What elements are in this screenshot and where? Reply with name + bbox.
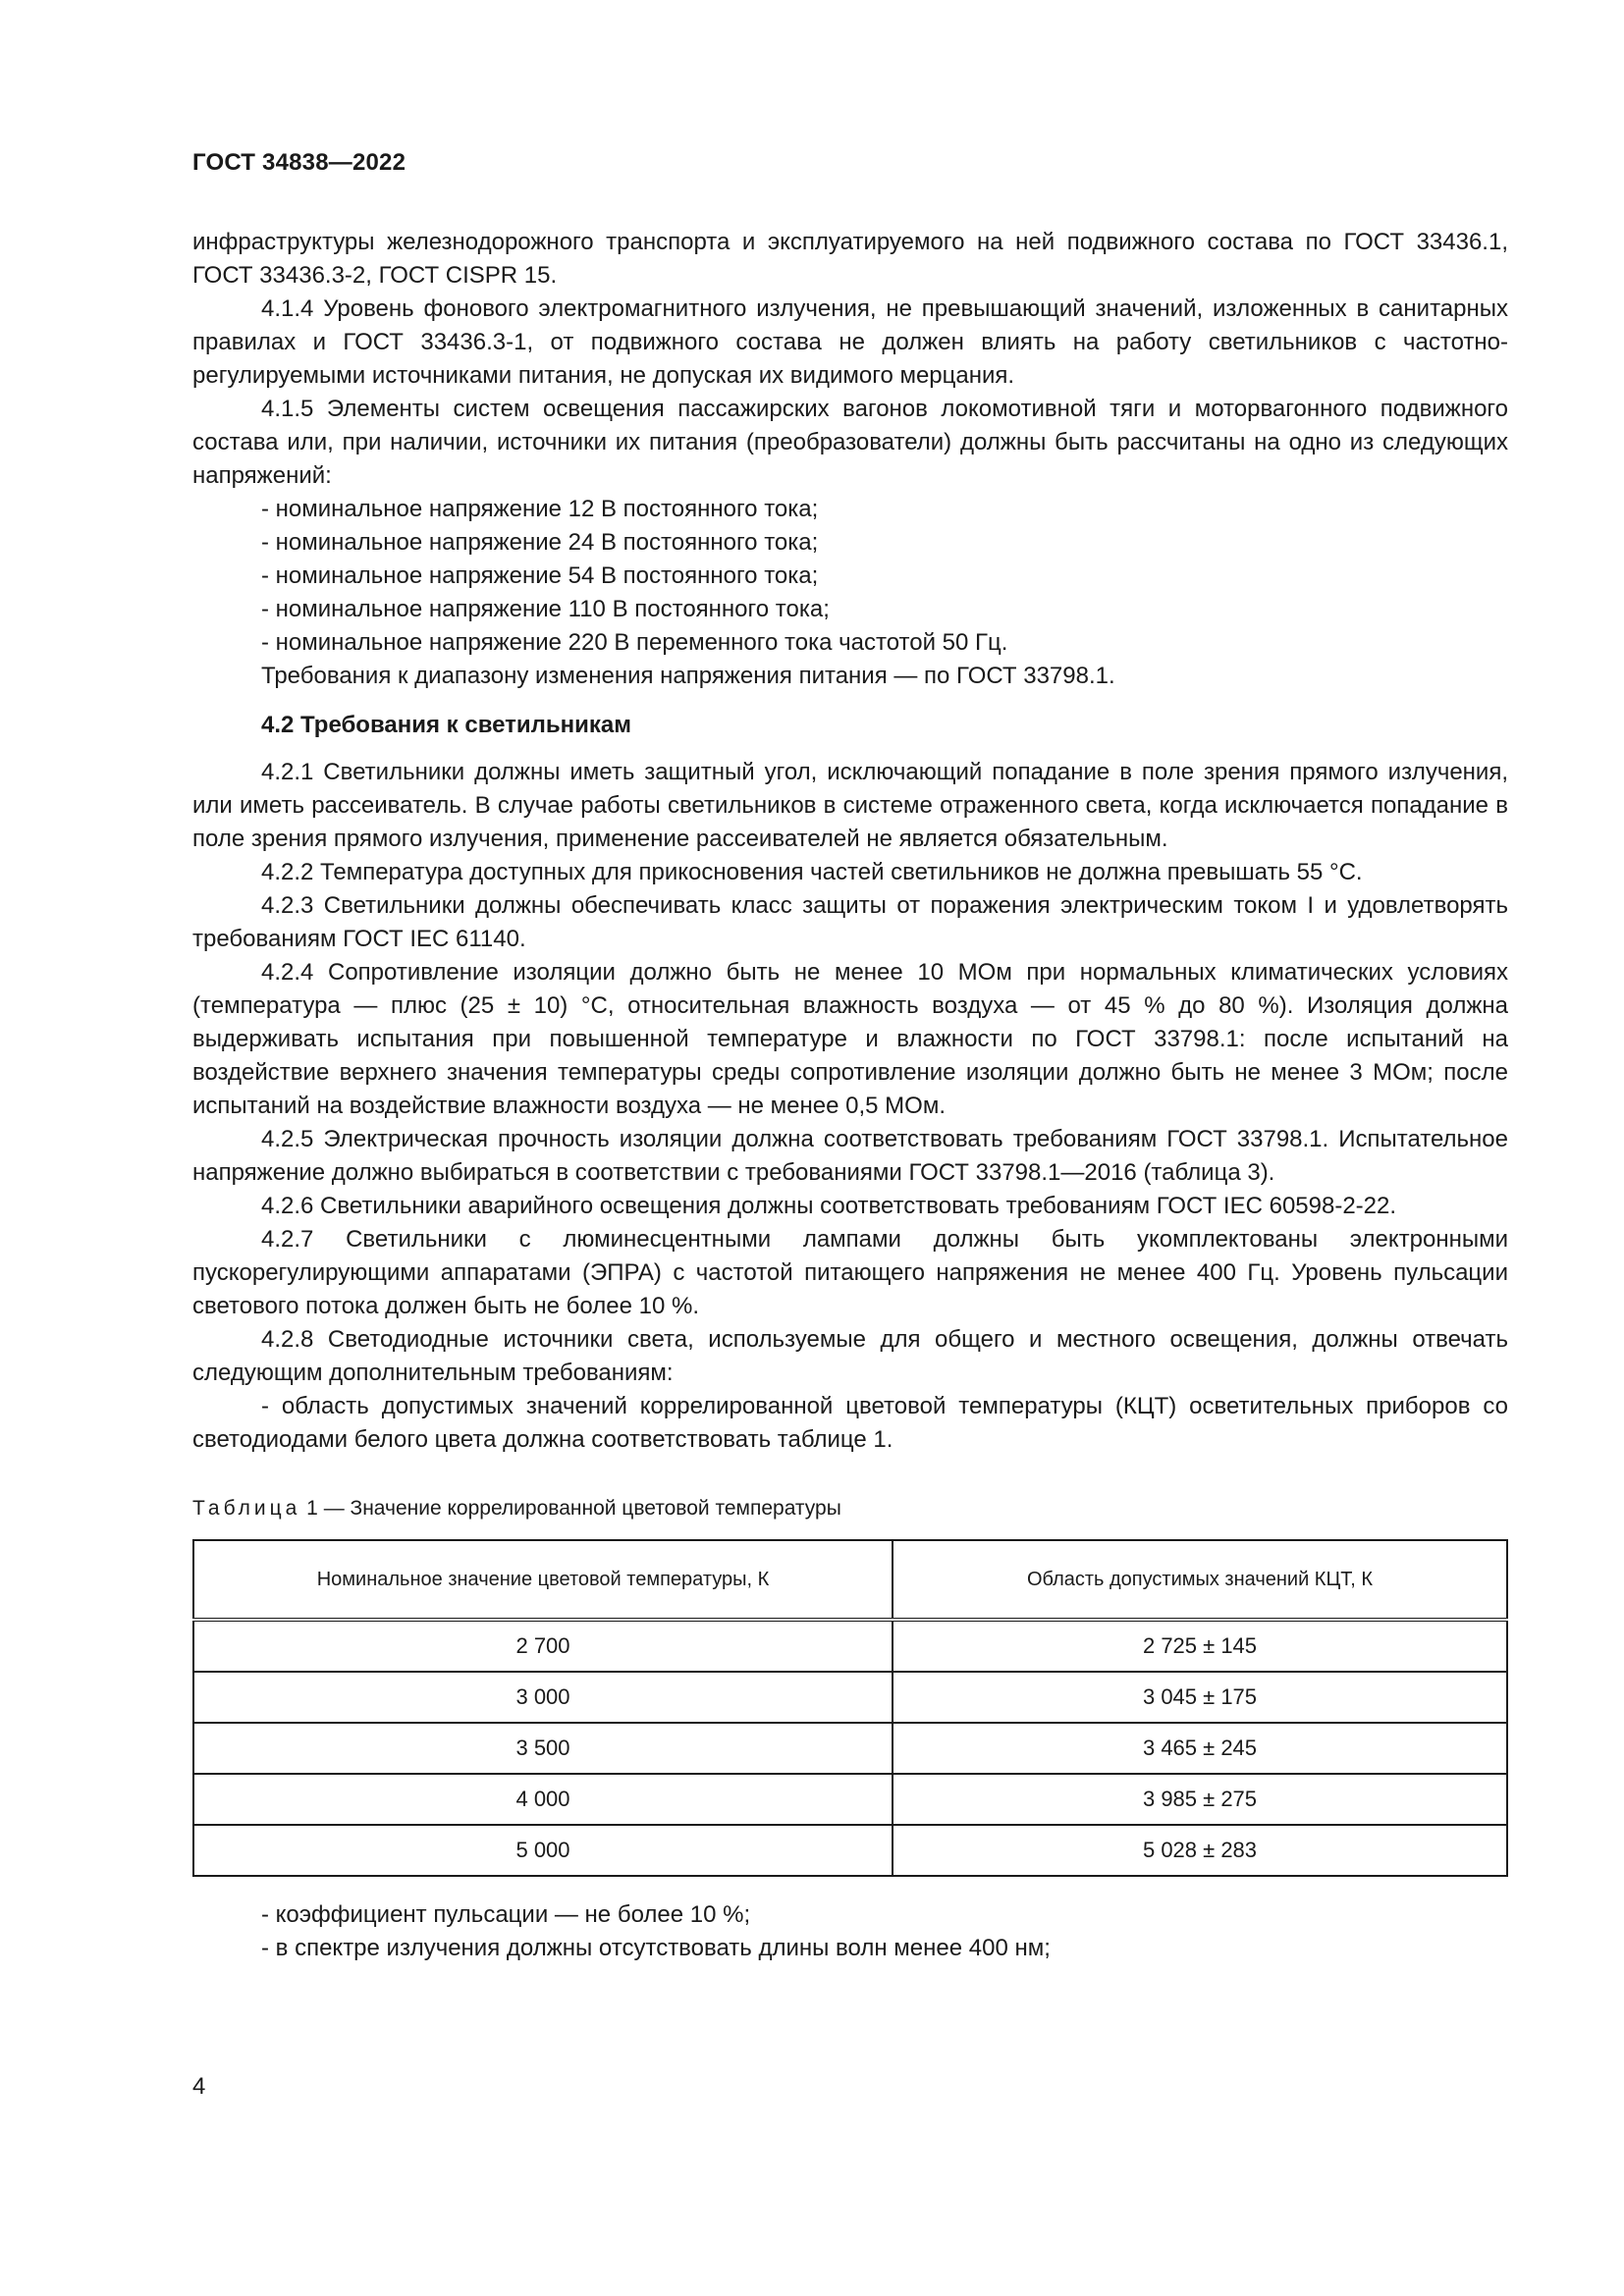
cell-range: 3 465 ± 245 [893, 1723, 1507, 1774]
paragraph-4-1-5: 4.1.5 Элементы систем освещения пассажирских вагонов локомотивной тяги и моторвагонного подвижного состава или, при наличии, источники их питания (преобразователи) должны быть рассчитаны на одно из следующих напряжений: [192, 396, 1508, 489]
paragraph-4-2-5: 4.2.5 Электрическая прочность изоляции должна соответствовать требованиям ГОСТ 33798.1. Испытательное напряжение должно выбираться в соответствии с требованиями ГОСТ 33798.1—2016 (таблица 3). [192, 1126, 1508, 1186]
list-item: - в спектре излучения должны отсутствовать длины волн менее 400 нм; [261, 1935, 1051, 1961]
cct-table [192, 1539, 1508, 1877]
voltage-item: - номинальное напряжение 24 В постоянного тока; [261, 529, 819, 556]
paragraph-4-2-6: 4.2.6 Светильники аварийного освещения должны соответствовать требованиям ГОСТ IEC 60598-2-22. [261, 1193, 1397, 1219]
paragraph-4-2-7: 4.2.7 Светильники с люминесцентными лампами должны быть укомплектованы электронными пускорегулирующими аппаратами (ЭПРА) с частотой питающего напряжения не менее 400 Гц. Уровень пульсации светового потока должен быть не более 10 %. [192, 1226, 1508, 1319]
paragraph-4-2-3: 4.2.3 Светильники должны обеспечивать класс защиты от поражения электрическим током I и удовлетворять требованиям ГОСТ IEC 61140. [192, 892, 1508, 952]
voltage-item: - номинальное напряжение 110 В постоянного тока; [261, 596, 830, 622]
table-header-row [193, 1540, 1507, 1620]
table-caption [192, 1492, 1508, 1525]
table-row [193, 1774, 1507, 1825]
voltage-item: - номинальное напряжение 12 В постоянного тока; [261, 496, 819, 522]
cell-nominal: 5 000 [193, 1825, 893, 1876]
paragraph-continuation: инфраструктуры железнодорожного транспорта и эксплуатируемого на ней подвижного состава по ГОСТ 33436.1, ГОСТ 33436.3-2, ГОСТ CISPR 15. [192, 229, 1508, 289]
cell-range: 3 985 ± 275 [893, 1774, 1507, 1825]
cell-nominal: 3 500 [193, 1723, 893, 1774]
voltage-list [192, 493, 1508, 660]
page-number: 4 [192, 2073, 206, 2100]
table-row [193, 1723, 1507, 1774]
cell-range: 2 725 ± 145 [893, 1620, 1507, 1672]
document-header: ГОСТ 34838—2022 [192, 149, 406, 176]
cell-range: 3 045 ± 175 [893, 1672, 1507, 1723]
document-body [192, 226, 1508, 1965]
table-row [193, 1825, 1507, 1876]
paragraph-4-2-8: 4.2.8 Светодиодные источники света, используемые для общего и местного освещения, должны отвечать следующим дополнительным требованиям: [192, 1326, 1508, 1386]
voltage-note: Требования к диапазону изменения напряжения питания — по ГОСТ 33798.1. [261, 663, 1115, 689]
list-item: - коэффициент пульсации — не более 10 %; [261, 1901, 751, 1928]
header-nominal-temperature: Номинальное значение цветовой температуры, К [193, 1540, 893, 1620]
cell-nominal: 4 000 [193, 1774, 893, 1825]
table-caption-text: 1 — Значение коррелированной цветовой температуры [300, 1497, 841, 1520]
cell-range: 5 028 ± 283 [893, 1825, 1507, 1876]
led-requirements-list [192, 1898, 1508, 1965]
paragraph-4-2-8-item: - область допустимых значений коррелированной цветовой температуры (КЦТ) осветительных приборов со светодиодами белого цвета должна соответствовать таблице 1. [192, 1393, 1508, 1453]
voltage-item: - номинальное напряжение 220 В переменного тока частотой 50 Гц. [261, 629, 1008, 656]
paragraph-4-1-4: 4.1.4 Уровень фонового электромагнитного излучения, не превышающий значений, изложенных в санитарных правилах и ГОСТ 33436.3-1, от подвижного состава не должен влиять на работу светильников с частотно-регулируемыми источниками питания, не допуская их видимого мерцания. [192, 295, 1508, 389]
cell-nominal: 2 700 [193, 1620, 893, 1672]
cell-nominal: 3 000 [193, 1672, 893, 1723]
paragraph-4-2-4: 4.2.4 Сопротивление изоляции должно быть не менее 10 МОм при нормальных климатических условиях (температура — плюс (25 ± 10) °С, относительная влажность воздуха — от 45 % до 80 %). Изоляция должна выдерживать испытания при повышенной температуре и влажности по ГОСТ 33798.1: после испытаний на воздействие верхнего значения температуры среды сопротивление изоляции должно быть не менее 3 МОм; после испытаний на воздействие влажности воздуха — не менее 0,5 МОм. [192, 959, 1508, 1119]
header-cct-range: Область допустимых значений КЦТ, К [893, 1540, 1507, 1620]
table-row [193, 1672, 1507, 1723]
table-caption-label: Таблица [192, 1497, 301, 1520]
voltage-item: - номинальное напряжение 54 В постоянного тока; [261, 562, 819, 589]
section-title-4-2: 4.2 Требования к светильникам [261, 712, 632, 738]
paragraph-4-2-1: 4.2.1 Светильники должны иметь защитный угол, исключающий попадание в поле зрения прямого излучения, или иметь рассеиватель. В случае работы светильников в системе отраженного света, когда исключается попадание в поле зрения прямого излучения, применение рассеивателей не является обязательным. [192, 759, 1508, 852]
table-row [193, 1620, 1507, 1672]
paragraph-4-2-2: 4.2.2 Температура доступных для прикосновения частей светильников не должна превышать 55 °С. [261, 859, 1363, 885]
